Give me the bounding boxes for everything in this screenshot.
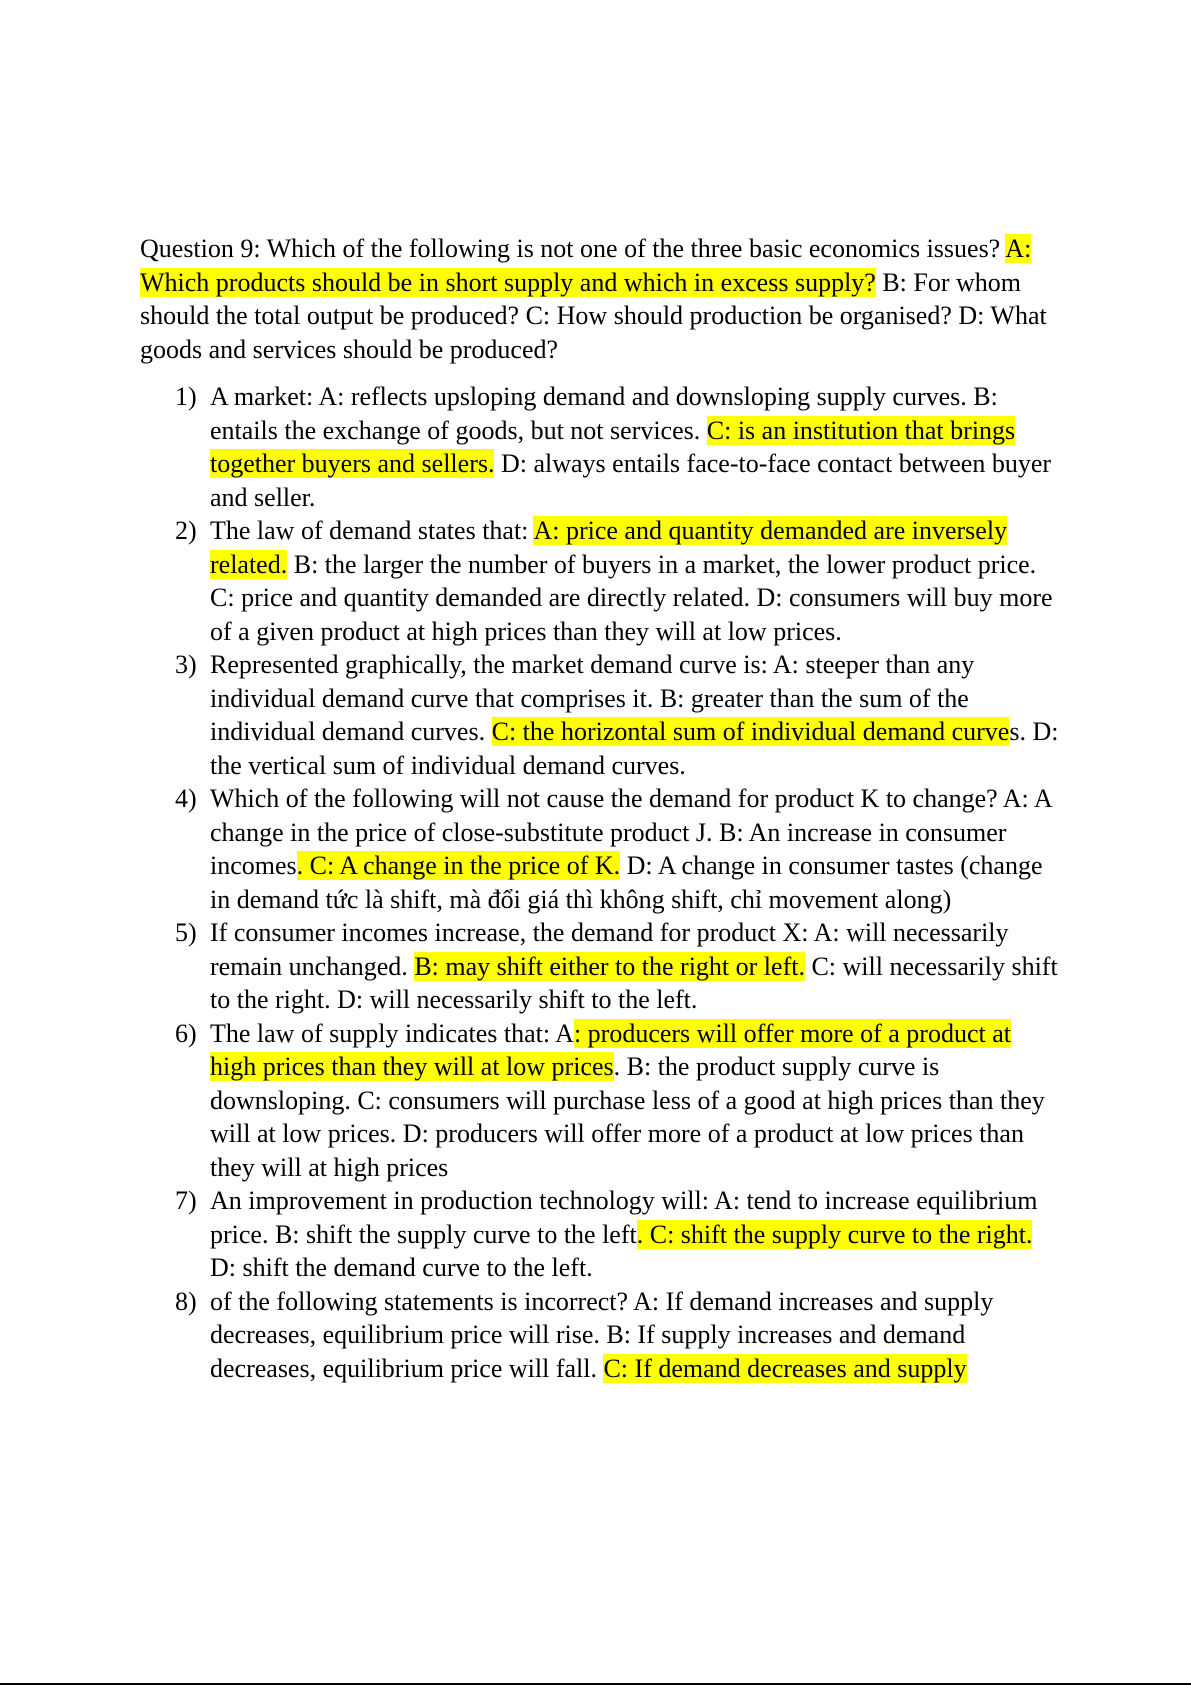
question-list [140,380,1060,1385]
answer-highlight: . C: shift the supply curve to the right. [636,1219,1033,1249]
item-text: The law of demand states that: [210,516,534,545]
item-text: A market: A: reflects upsloping demand and downsloping supply curves. B: entails the exchange of goods, but not services. [210,382,998,445]
list-item [140,1285,1060,1386]
answer-highlight: A: price and quantity demanded are inversely related. [210,516,1008,579]
answer-highlight: C: If demand decreases and supply [603,1353,967,1383]
list-item [140,648,1060,782]
list-item [140,380,1060,514]
item-text: Represented graphically, the market demand curve is: A: steeper than any individual demand curve that comprises it. B: greater than the sum of the individual demand curves. [210,650,975,746]
item-text: B: the larger the number of buyers in a market, the lower product price. C: price and quantity demanded are directly related. D: consumers will buy more of a given product at high prices than they will at low prices. [210,549,1053,646]
item-number: 2) [175,516,197,545]
item-text: D: always entails face-to-face contact between buyer and seller. [210,449,1052,512]
question-9-answer-highlight: A: Which products should be in short supply and which in excess supply? [140,234,1032,297]
list-item [140,514,1060,648]
list-item [140,1184,1060,1285]
item-text: of the following statements is incorrect? A: If demand increases and supply decreases, equilibrium price will rise. B: If supply increases and demand decreases, equilibrium price will fall. [210,1286,994,1383]
item-number: 3) [175,650,197,679]
item-number: 5) [175,918,197,947]
item-text: The law of supply indicates that: A [210,1018,574,1048]
question-9-text: B: For whom should the total output be produced? C: How should production be organised? D: What goods and services should be produced? [140,267,1047,364]
list-item [140,1017,1060,1185]
answer-highlight: . C: A change in the price of K. [296,851,621,880]
item-text: C: will necessarily shift to the right. D: will necessarily shift to the left. [210,951,1058,1014]
item-text: . B: the product supply curve is downsloping. C: consumers will purchase less of a good at high prices than they will at low prices. D: producers will offer more of a product at low prices than they will at high prices [210,1052,1045,1182]
item-number: 4) [175,784,197,813]
list-item [140,916,1060,1017]
item-text: D: A change in consumer tastes (change in demand tức là shift, mà đổi giá thì không shift, chỉ movement along) [210,851,1043,914]
item-text: s. D: the vertical sum of individual demand curves. [210,717,1059,780]
question-9 [140,232,1060,366]
document-page [140,232,1060,1385]
item-text: If consumer incomes increase, the demand for product X: A: will necessarily remain unchanged. [210,918,1009,981]
item-number: 1) [175,382,197,411]
item-number: 8) [175,1286,197,1316]
item-text: Which of the following will not cause the demand for product K to change? A: A change in the price of close-substitute product J. B: An increase in consumer incomes [210,784,1052,880]
item-number: 6) [175,1018,197,1048]
item-text: D: shift the demand curve to the left. [210,1253,593,1282]
answer-highlight: : producers will offer more of a product at high prices than they will at low prices [210,1018,1011,1081]
question-9-text: Question 9: Which of the following is not one of the three basic economics issues? [140,234,1006,263]
item-number: 7) [175,1186,197,1215]
answer-highlight: C: the horizontal sum of individual demand curve [491,717,1010,746]
answer-highlight: B: may shift either to the right or left. [414,951,805,981]
list-item [140,782,1060,916]
answer-highlight: C: is an institution that brings together buyers and sellers. [210,415,1016,478]
item-text: An improvement in production technology will: A: tend to increase equilibrium price. B: shift the supply curve to the left [210,1186,1038,1249]
